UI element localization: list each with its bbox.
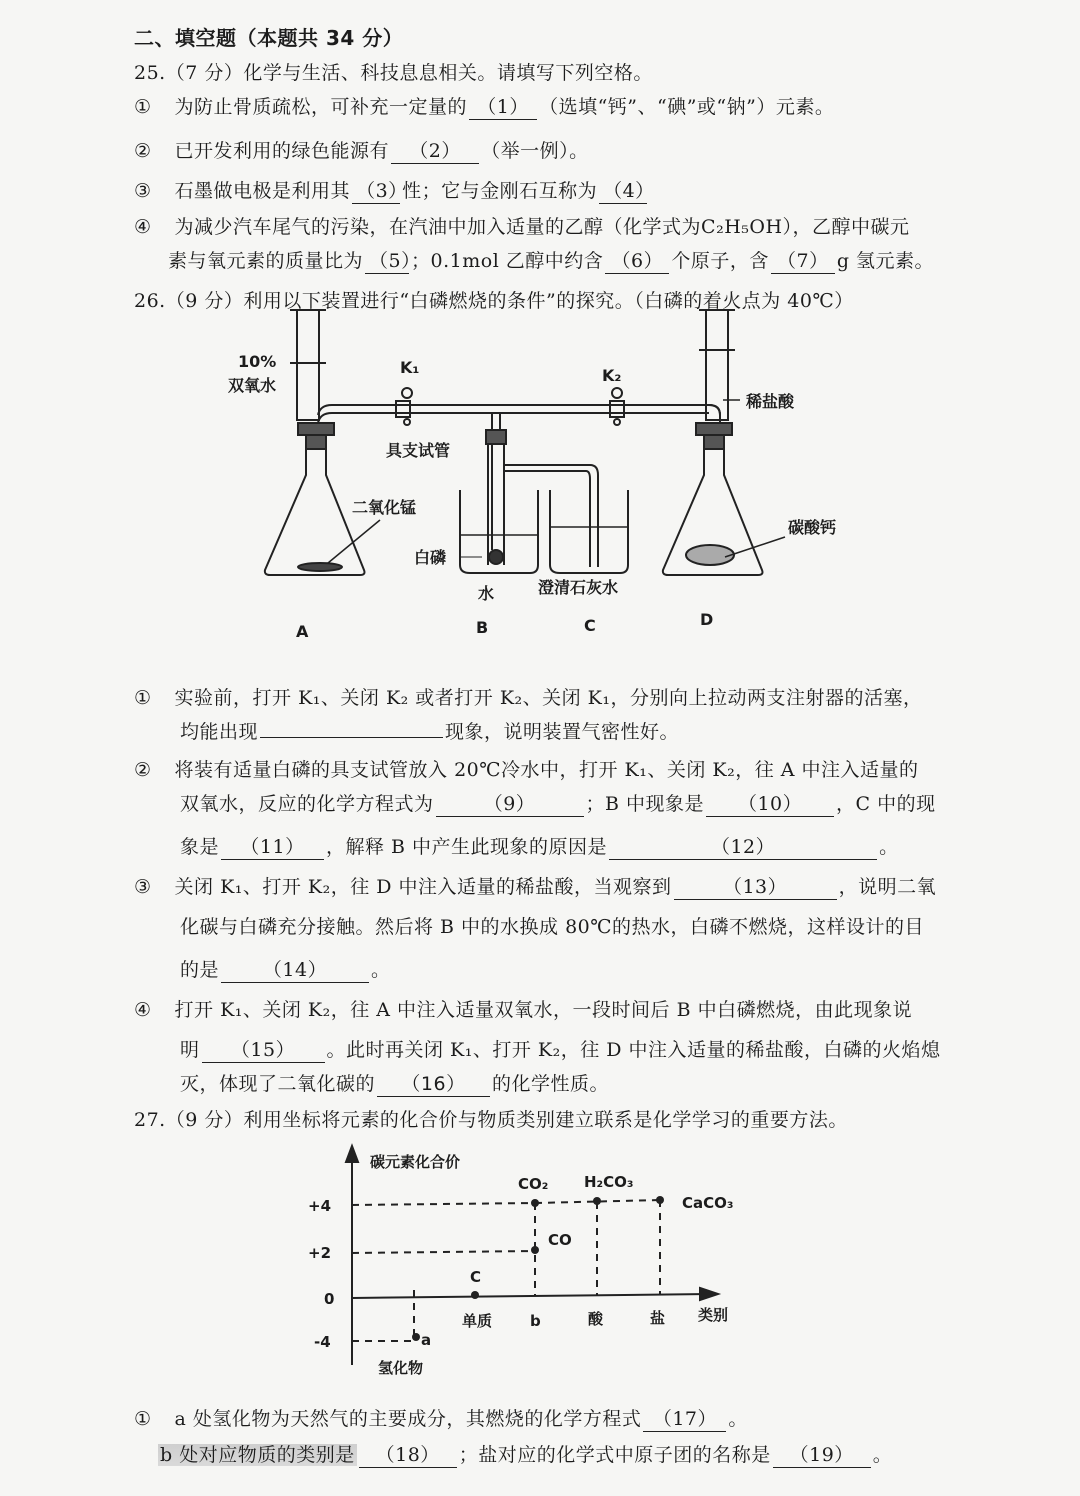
y-tick-minus4: -4 (314, 1333, 331, 1351)
item-text: ，说明二氧 (838, 876, 937, 898)
answer-blank-1[interactable]: （1） (469, 92, 537, 120)
item-text: 已开发利用的绿色能源有 (174, 140, 390, 162)
x-cat-acid: 酸 (588, 1310, 604, 1328)
x-axis-label: 类别 (698, 1306, 729, 1324)
x-cat-hydride: 氢化物 (378, 1359, 424, 1377)
point-label-CaCO3: CaCO₃ (682, 1194, 734, 1212)
answer-blank-19[interactable]: （19） (773, 1440, 871, 1468)
q26-item-4-line1 (134, 995, 912, 1022)
answer-blank-8[interactable] (260, 737, 443, 738)
item-text: 象是 (180, 836, 220, 858)
q26-header: 26.（9 分）利用以下装置进行“白磷燃烧的条件”的探究。（白磷的着火点为 40℃） (134, 290, 854, 312)
item-text: 现象，说明装置气密性好。 (445, 721, 680, 743)
item-number: ② (134, 759, 152, 781)
item-text: ，C 中的现 (836, 793, 936, 815)
item-text: 。 (371, 959, 391, 981)
label-water: 水 (478, 584, 495, 603)
answer-blank-14[interactable]: （14） (221, 955, 369, 983)
label-caco3: 碳酸钙 (788, 518, 837, 537)
label-h2o2: 双氧水 (228, 376, 277, 395)
item-text: ；0.1mol 乙醇中约含 (411, 250, 604, 272)
answer-blank-4[interactable]: （4） (599, 176, 647, 204)
item-text: 关闭 K₁、打开 K₂，往 D 中注入适量的稀盐酸，当观察到 (174, 876, 672, 898)
label-limewater: 澄清石灰水 (538, 578, 619, 597)
item-number: ① (134, 1408, 152, 1430)
q25-item-3 (134, 176, 655, 204)
point-label-H2CO3: H₂CO₃ (584, 1173, 634, 1191)
answer-blank-12[interactable]: （12） (609, 832, 877, 860)
q25-item-4-line2 (168, 246, 934, 274)
point-label-CO: CO (548, 1231, 572, 1249)
item-text: 。 (872, 1444, 893, 1466)
y-tick-plus2: +2 (308, 1244, 332, 1262)
answer-blank-16[interactable]: （16） (377, 1069, 490, 1097)
item-text: a 处氢化物为天然气的主要成分，其燃烧的化学方程式 (174, 1408, 642, 1430)
item-text: b 处对应物质的类别是 (160, 1444, 355, 1466)
item-text: （举一例）。 (481, 140, 589, 162)
q25-item-1 (134, 92, 834, 120)
item-text: 实验前，打开 K₁、关闭 K₂ 或者打开 K₂、关闭 K₁，分别向上拉动两支注射器的活塞， (174, 687, 923, 709)
q26-item-3-line2: 化碳与白磷充分接触。然后将 B 中的水换成 80℃的热水，白磷不燃烧，这样设计的目 (180, 916, 925, 938)
apparatus-diagram (220, 305, 900, 645)
item-text: 个原子，含 (671, 250, 769, 272)
q26-item-2-line3 (180, 832, 899, 860)
point-label-C: C (470, 1268, 482, 1286)
section-title: 二、填空题（本题共 34 分） (134, 26, 404, 50)
item-number: ③ (134, 180, 152, 202)
item-text: 明 (180, 1039, 200, 1061)
item-number: ① (134, 96, 152, 118)
answer-blank-11[interactable]: （11） (221, 832, 324, 860)
answer-blank-6[interactable]: （6） (605, 246, 669, 274)
q26-item-2-line1 (134, 755, 919, 782)
x-cat-element: 单质 (462, 1312, 493, 1330)
answer-blank-3[interactable]: （3） (352, 176, 400, 204)
q26-item-2-line2 (180, 789, 936, 817)
q26-item-3-line1 (134, 872, 936, 900)
answer-blank-7[interactable]: （7） (771, 246, 835, 274)
q25-item-2 (134, 136, 589, 164)
q26-item-4-line3 (180, 1069, 609, 1097)
label-A: A (296, 622, 309, 641)
item-text: 的是 (180, 959, 220, 981)
item-text: 。 (728, 1408, 748, 1430)
q26-item-3-line3 (180, 955, 391, 983)
item-text: 素与氧元素的质量比为 (168, 250, 364, 272)
label-h2o2-concentration: 10% (238, 352, 277, 371)
item-text: ；B 中现象是 (585, 793, 705, 815)
q26-item-1-line2 (180, 717, 679, 744)
item-text: 石墨做电极是利用其 (174, 180, 351, 202)
answer-blank-10[interactable]: （10） (706, 789, 834, 817)
x-cat-b: b (530, 1312, 541, 1330)
label-branch-tube: 具支试管 (386, 441, 451, 460)
point-label-CO2: CO₂ (518, 1175, 549, 1193)
item-text: 性；它与金刚石互称为 (402, 180, 598, 202)
item-text: 均能出现 (180, 721, 259, 743)
answer-blank-2[interactable]: （2） (391, 136, 479, 164)
label-C: C (584, 616, 596, 635)
x-cat-salt: 盐 (650, 1309, 666, 1327)
q27-item-2 (158, 1440, 892, 1468)
item-number: ③ (134, 876, 152, 898)
label-mno2: 二氧化锰 (352, 498, 417, 517)
answer-blank-18[interactable]: （18） (359, 1440, 457, 1468)
answer-blank-13[interactable]: （13） (674, 872, 837, 900)
answer-blank-17[interactable]: （17） (643, 1404, 726, 1432)
item-text: 灭，体现了二氧化碳的 (180, 1073, 376, 1095)
answer-blank-9[interactable]: （9） (436, 789, 584, 817)
answer-blank-5[interactable]: （5） (365, 246, 409, 274)
y-tick-plus4: +4 (308, 1197, 332, 1215)
item-number: ④ (134, 999, 152, 1021)
label-k1: K₁ (400, 358, 420, 377)
answer-blank-15[interactable]: （15） (202, 1035, 325, 1063)
item-number: ② (134, 140, 152, 162)
q25-item-4-line1 (134, 212, 910, 239)
item-text: 将装有适量白磷的具支试管放入 20℃冷水中，打开 K₁、关闭 K₂，往 A 中注入适量的 (174, 759, 919, 781)
item-text: 为防止骨质疏松，可补充一定量的 (174, 96, 468, 118)
q27-header: 27.（9 分）利用坐标将元素的化合价与物质类别建立联系是化学学习的重要方法。 (134, 1109, 848, 1131)
q27-item-1 (134, 1404, 748, 1432)
q26-item-1-line1 (134, 683, 923, 710)
q25-header: 25.（7 分）化学与生活、科技息息相关。请填写下列空格。 (134, 62, 653, 84)
item-text: g 氢元素。 (836, 250, 935, 272)
label-B: B (476, 618, 489, 637)
item-number: ④ (134, 216, 152, 238)
label-hcl: 稀盐酸 (746, 392, 795, 411)
y-axis-label: 碳元素化合价 (370, 1153, 461, 1171)
item-text: 双氧水，反应的化学方程式为 (180, 793, 434, 815)
q26-item-4-line2 (180, 1035, 941, 1063)
y-tick-0: 0 (324, 1290, 335, 1308)
item-text: （选填“钙”、“碘”或“钠”）元素。 (539, 96, 835, 118)
item-text: 为减少汽车尾气的污染，在汽油中加入适量的乙醇（化学式为C₂H₅OH），乙醇中碳元 (174, 216, 910, 238)
item-text: 。 (879, 836, 899, 858)
item-text: 。此时再关闭 K₁、打开 K₂，往 D 中注入适量的稀盐酸，白磷的火焰熄 (326, 1039, 941, 1061)
item-text: 打开 K₁、关闭 K₂，往 A 中注入适量双氧水，一段时间后 B 中白磷燃烧，由此现象说 (174, 999, 913, 1021)
valence-chart (290, 1140, 790, 1390)
label-D: D (700, 610, 714, 629)
item-text: 的化学性质。 (492, 1073, 610, 1095)
item-text: ，解释 B 中产生此现象的原因是 (326, 836, 608, 858)
label-k2: K₂ (602, 366, 622, 385)
point-label-a: a (421, 1331, 432, 1349)
label-white-phosphorus: 白磷 (414, 548, 447, 567)
item-number: ① (134, 687, 152, 709)
item-text: ；盐对应的化学式中原子团的名称是 (458, 1444, 771, 1466)
